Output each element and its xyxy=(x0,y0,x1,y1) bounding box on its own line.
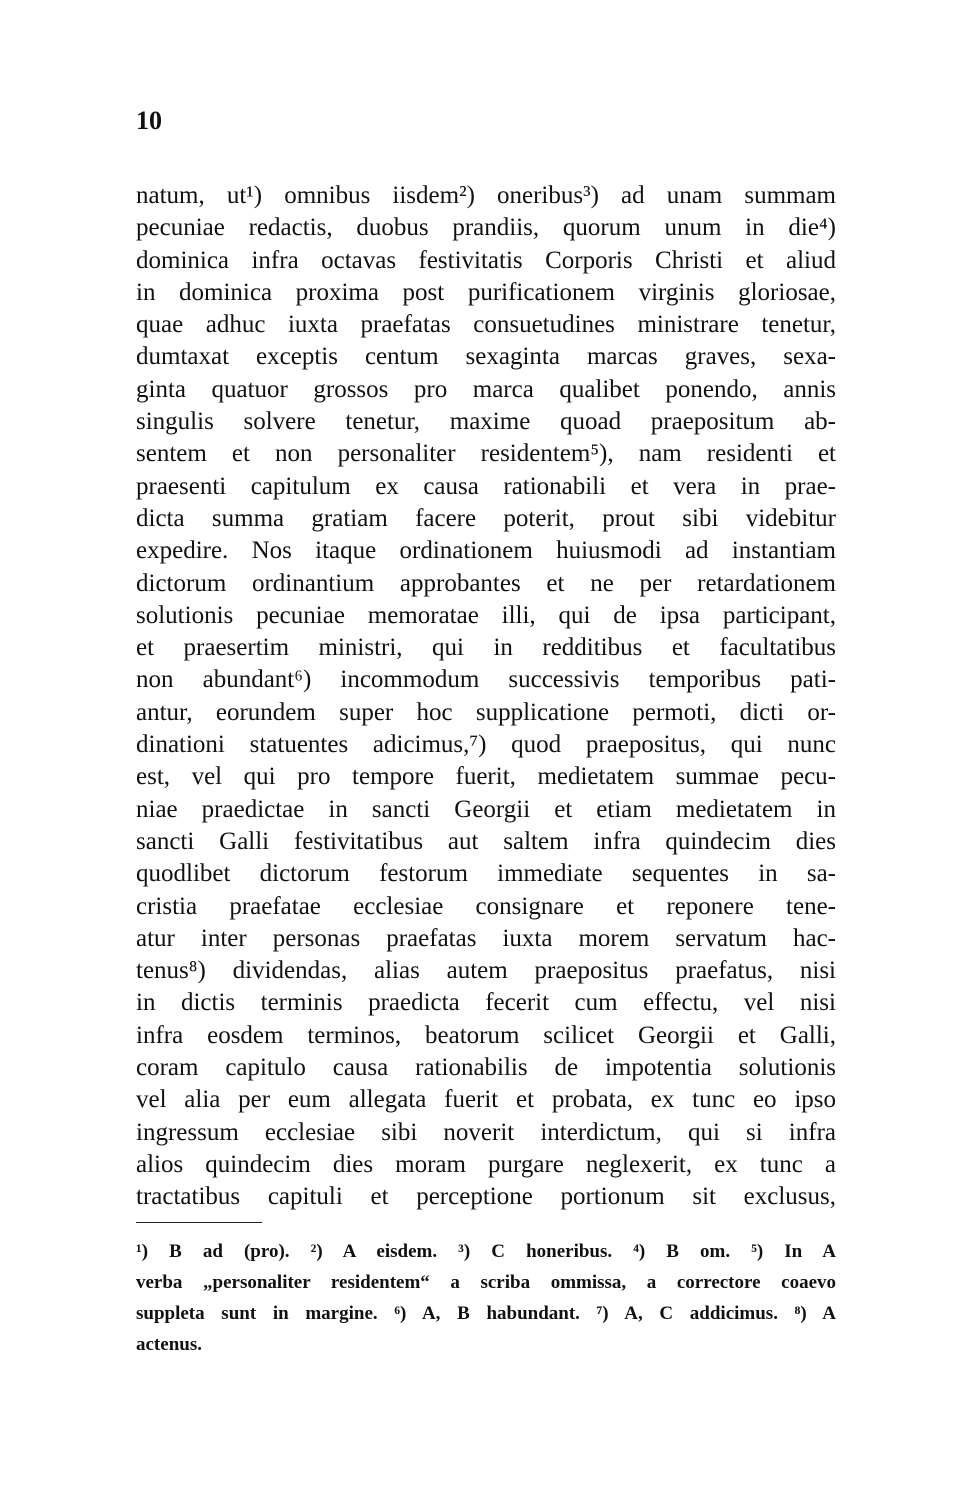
text-line: est, vel qui pro tempore fuerit, medietatem summae pecu- xyxy=(136,763,836,791)
footnote-line: actenus. xyxy=(136,1334,202,1355)
text-line: singulis solvere tenetur, maxime quoad praepositum ab- xyxy=(136,408,836,436)
text-line: dicta summa gratiam facere poterit, prout sibi videbitur xyxy=(136,504,836,532)
text-line: in dictis terminis praedicta fecerit cum effectu, vel nisi xyxy=(136,989,836,1017)
text-line: coram capitulo causa rationabilis de impotentia solutionis xyxy=(136,1054,836,1082)
text-line: vel alia per eum allegata fuerit et probata, ex tunc eo ipso xyxy=(136,1086,836,1114)
text-line: dominica infra octavas festivitatis Corporis Christi et aliud xyxy=(136,246,836,274)
text-line: et praesertim ministri, qui in redditibus et facultatibus xyxy=(136,634,836,662)
text-line: tenus⁸) dividendas, alias autem praepositus praefatus, nisi xyxy=(136,957,836,985)
text-line: in dominica proxima post purificationem virginis gloriosae, xyxy=(136,278,836,306)
text-line: alios quindecim dies moram purgare neglexerit, ex tunc a xyxy=(136,1150,836,1178)
footnote-line: verba „personaliter residentem“ a scriba ommissa, a correctore coaevo xyxy=(136,1272,836,1293)
text-line: solutionis pecuniae memoratae illi, qui de ipsa participant, xyxy=(136,601,836,629)
text-line: quae adhuc iuxta praefatas consuetudines ministrare tenetur, xyxy=(136,311,836,339)
text-line: ingressum ecclesiae sibi noverit interdictum, qui si infra xyxy=(136,1118,836,1146)
footnote-line: ¹) B ad (pro). ²) A eisdem. ³) C honeribus. ⁴) B om. ⁵) In A xyxy=(136,1241,836,1262)
text-line: atur inter personas praefatas iuxta morem servatum hac- xyxy=(136,924,836,952)
text-line: quodlibet dictorum festorum immediate sequentes in sa- xyxy=(136,860,836,888)
text-line: tractatibus capituli et perceptione portionum sit exclusus, xyxy=(136,1183,836,1211)
text-line: pecuniae redactis, duobus prandiis, quorum unum in die⁴) xyxy=(136,214,836,242)
footnote-line: suppleta sunt in margine. ⁶) A, B habundant. ⁷) A, C addicimus. ⁸) A xyxy=(136,1303,836,1324)
text-line: niae praedictae in sancti Georgii et etiam medietatem in xyxy=(136,795,836,823)
text-line: sancti Galli festivitatibus aut saltem infra quindecim dies xyxy=(136,827,836,855)
text-line: non abundant⁶) incommodum successivis temporibus pati- xyxy=(136,666,836,694)
text-line: dumtaxat exceptis centum sexaginta marcas graves, sexa- xyxy=(136,343,836,371)
text-line: ginta quatuor grossos pro marca qualibet ponendo, annis xyxy=(136,375,836,403)
footnotes xyxy=(136,1236,836,1360)
body-text xyxy=(136,180,836,1214)
text-line: expedire. Nos itaque ordinationem huiusmodi ad instantiam xyxy=(136,537,836,565)
text-line: sentem et non personaliter residentem⁵), nam residenti et xyxy=(136,440,836,468)
text-line: infra eosdem terminos, beatorum scilicet Georgii et Galli, xyxy=(136,1021,836,1049)
footnote-divider xyxy=(136,1222,262,1223)
text-line: praesenti capitulum ex causa rationabili et vera in prae- xyxy=(136,472,836,500)
text-line: dictorum ordinantium approbantes et ne per retardationem xyxy=(136,569,836,597)
text-line: dinationi statuentes adicimus,⁷) quod praepositus, qui nunc xyxy=(136,731,836,759)
text-line: cristia praefatae ecclesiae consignare et reponere tene- xyxy=(136,892,836,920)
page-number: 10 xyxy=(136,106,162,135)
text-line: natum, ut¹) omnibus iisdem²) oneribus³) ad unam summam xyxy=(136,182,836,209)
text-line: antur, eorundem super hoc supplicatione permoti, dicti or- xyxy=(136,698,836,726)
